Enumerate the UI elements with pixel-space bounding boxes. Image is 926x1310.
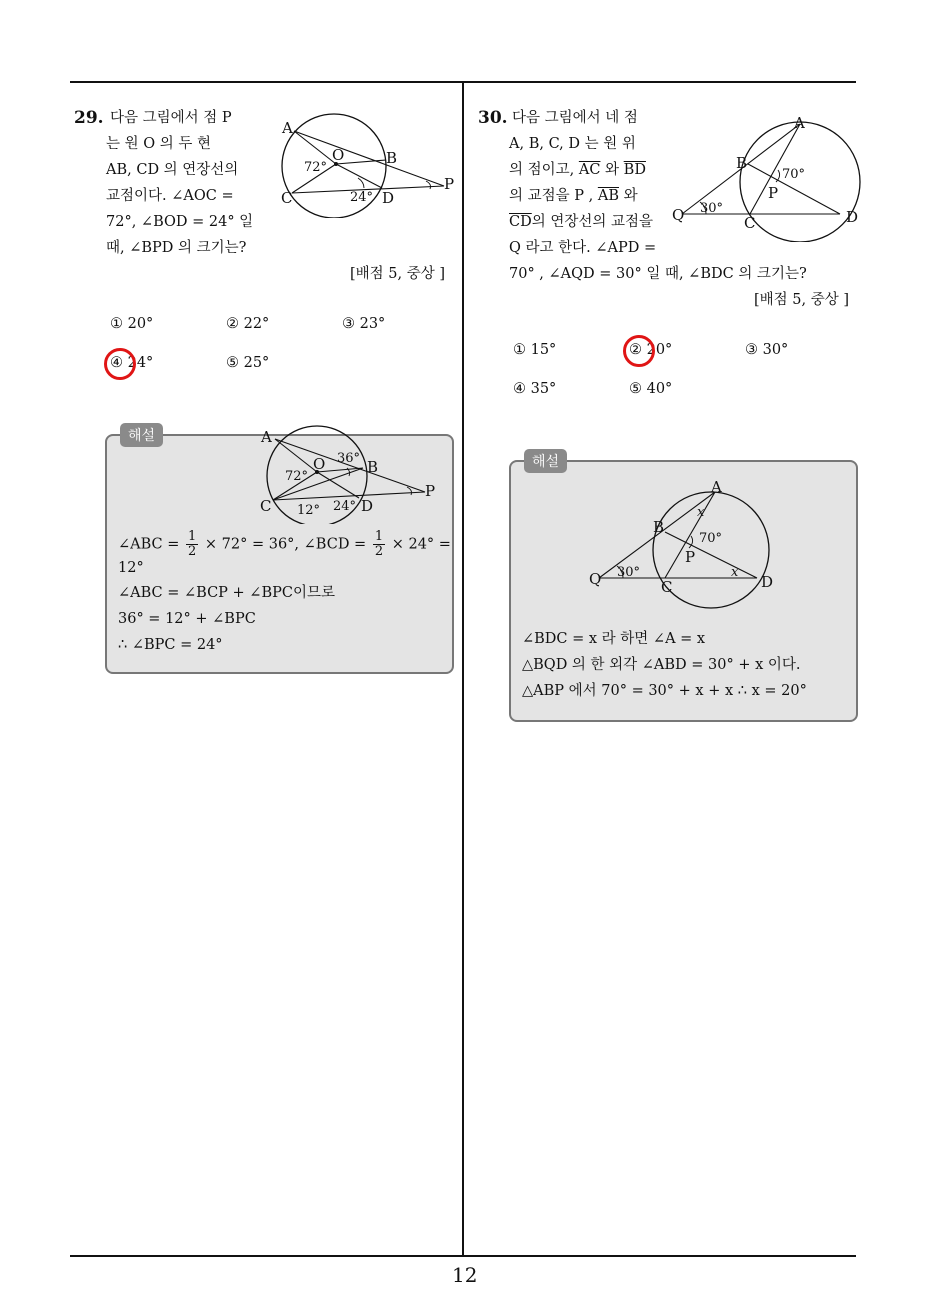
angle-x-d: x xyxy=(731,565,739,580)
question-text-line: Q 라고 한다. ∠APD = xyxy=(509,240,657,256)
label-B: B xyxy=(367,458,379,476)
choice-3[interactable]: ③ 23° xyxy=(342,316,386,332)
question-text-line: AB, CD 의 연장선의 xyxy=(106,162,239,178)
label-A: A xyxy=(261,428,272,446)
angle-aqd: 30° xyxy=(617,565,641,580)
answer-mark xyxy=(623,335,655,367)
column-divider xyxy=(462,82,464,1256)
fraction-half: $\frac{1}{2}$ xyxy=(188,529,197,559)
angle-bod: 24° xyxy=(350,190,374,205)
label-Q: Q xyxy=(589,570,602,588)
label-C: C xyxy=(744,214,756,232)
label-O: O xyxy=(332,146,345,164)
choice-5[interactable]: ⑤ 40° xyxy=(629,381,673,397)
question-number: 30. xyxy=(478,108,508,128)
bottom-rule xyxy=(70,1255,856,1257)
solution-line-2: ∠ABC = ∠BCP + ∠BPC이므로 xyxy=(118,585,335,601)
solution-figure-29 xyxy=(255,424,445,524)
solution-tag: 해설 xyxy=(120,423,163,447)
page-number: 12 xyxy=(452,1263,478,1287)
label-D: D xyxy=(846,208,859,226)
question-text-line: A, B, C, D 는 원 위 xyxy=(509,136,636,152)
angle-bcd: 12° xyxy=(297,503,321,518)
question-text-line: 때, ∠BPD 의 크기는? xyxy=(106,240,247,256)
question-text-line: $\overline{CD}$의 연장선의 교점을 xyxy=(509,214,654,230)
angle-x-a: x xyxy=(697,505,705,520)
label-P: P xyxy=(685,548,696,566)
label-A: A xyxy=(711,478,722,496)
solution-line-4: ∴ ∠BPC = 24° xyxy=(118,637,223,653)
angle-aqd: 30° xyxy=(700,201,724,216)
label-B: B xyxy=(736,154,748,172)
label-D: D xyxy=(382,189,395,207)
label-C: C xyxy=(661,578,673,596)
label-B: B xyxy=(653,518,665,536)
answer-mark xyxy=(104,348,136,380)
figure-30 xyxy=(670,112,866,242)
question-number: 29. xyxy=(74,108,104,128)
question-text-line: 의 점이고, $\overline{AC}$ 와 $\overline{BD}$ xyxy=(509,162,646,178)
angle-apd: 70° xyxy=(699,531,723,546)
question-text-line: 70° , ∠AQD = 30° 일 때, ∠BDC 의 크기는? xyxy=(509,266,807,282)
question-text-line: 다음 그림에서 네 점 xyxy=(512,110,638,126)
label-C: C xyxy=(260,497,272,515)
fraction-half: $\frac{1}{2}$ xyxy=(374,529,384,559)
label-O: O xyxy=(313,455,326,473)
label-P: P xyxy=(425,482,436,500)
label-D: D xyxy=(761,573,774,591)
score-label: [배점 5, 중상 ] xyxy=(754,292,850,308)
label-D: D xyxy=(361,497,374,515)
question-text-line: 교점이다. ∠AOC = xyxy=(106,188,234,204)
choice-3[interactable]: ③ 30° xyxy=(745,342,789,358)
label-B: B xyxy=(386,149,398,167)
solution-line-1: ∠ABC = $\frac{1}{2}$ × 72° = 36°, ∠BCD = $\frac{1}{2}$ × 24° = xyxy=(118,529,451,559)
angle-aoc: 72° xyxy=(285,469,309,484)
solution-line-2: △BQD 의 한 외각 ∠ABD = 30° + x 이다. xyxy=(522,657,801,673)
solution-line-3: 36° = 12° + ∠BPC xyxy=(118,611,256,627)
choice-4[interactable]: ④ 24° xyxy=(110,355,154,371)
choice-1[interactable]: ① 15° xyxy=(513,342,557,358)
choice-4[interactable]: ④ 35° xyxy=(513,381,557,397)
angle-bod: 24° xyxy=(333,499,357,514)
question-text-line: 72°, ∠BOD = 24° 일 xyxy=(106,214,254,230)
choice-1[interactable]: ① 20° xyxy=(110,316,154,332)
score-label: [배점 5, 중상 ] xyxy=(350,266,446,282)
label-Q: Q xyxy=(672,206,685,224)
label-P: P xyxy=(444,175,455,193)
solution-line-3: △ABP 에서 70° = 30° + x + x ∴ x = 20° xyxy=(522,683,807,699)
angle-apd: 70° xyxy=(782,167,806,182)
label-A: A xyxy=(282,119,293,137)
angle-aoc: 72° xyxy=(304,160,328,175)
label-A: A xyxy=(794,114,805,132)
solution-figure-30 xyxy=(585,476,785,612)
question-text-line: 다음 그림에서 점 P xyxy=(110,110,232,126)
question-text-line: 는 원 O 의 두 현 xyxy=(106,136,211,152)
label-P: P xyxy=(768,184,779,202)
choice-2[interactable]: ② 22° xyxy=(226,316,270,332)
solution-tag: 해설 xyxy=(524,449,567,473)
angle-abc: 36° xyxy=(337,451,361,466)
figure-29 xyxy=(278,108,458,218)
solution-line-1-wrap: 12° xyxy=(118,560,144,576)
choice-5[interactable]: ⑤ 25° xyxy=(226,355,270,371)
choice-2[interactable]: ② 20° xyxy=(629,342,673,358)
label-C: C xyxy=(281,189,293,207)
solution-line-1: ∠BDC = x 라 하면 ∠A = x xyxy=(522,631,706,647)
question-text-line: 의 교점을 P , $\overline{AB}$ 와 xyxy=(509,188,638,204)
